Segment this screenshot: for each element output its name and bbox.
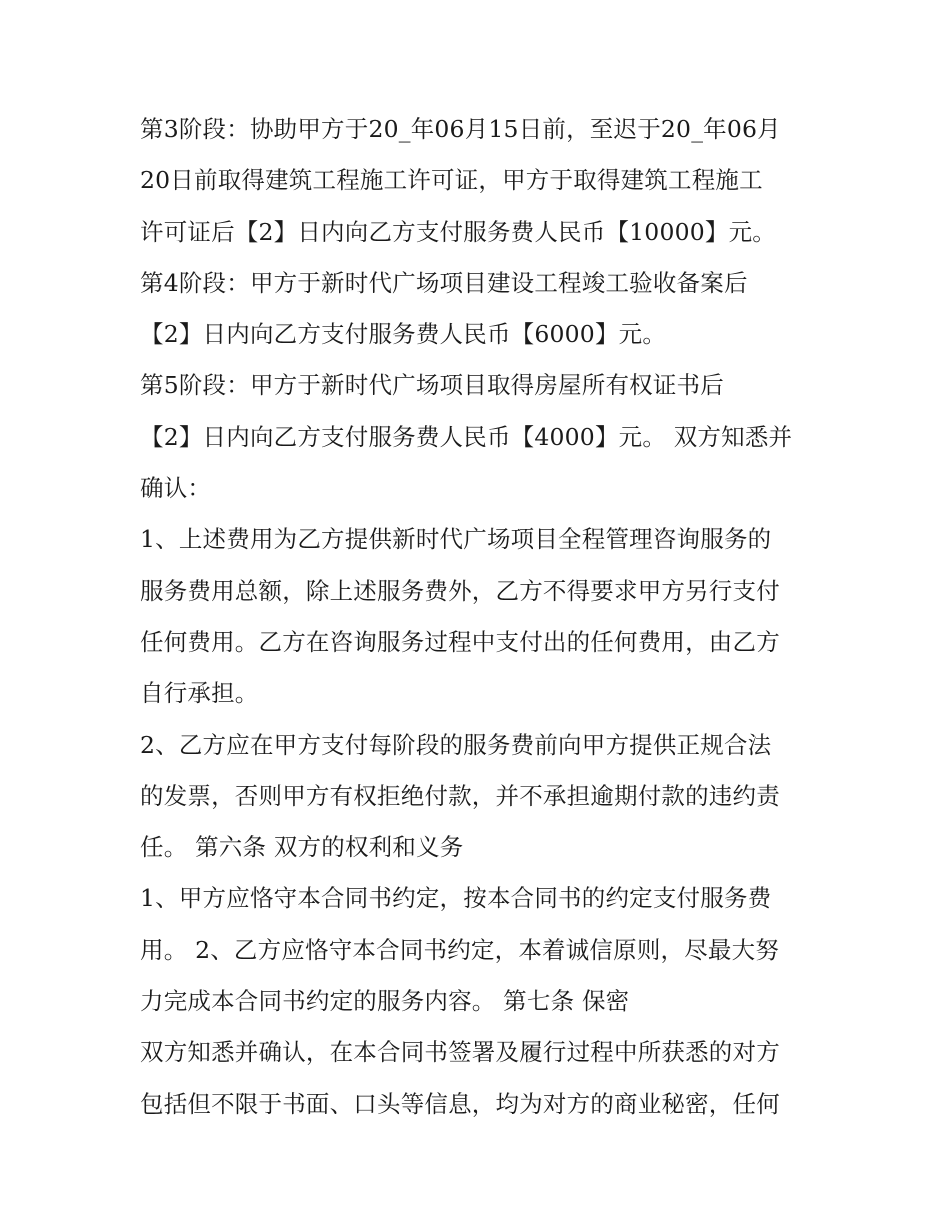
text-line: 用。 2、乙方应恪守本合同书约定，本着诚信原则，尽最大努	[140, 935, 780, 964]
text-line: 1、甲方应恪守本合同书约定，按本合同书的约定支付服务费	[140, 884, 772, 913]
text-line: 任。 第六条 双方的权利和义务	[140, 833, 464, 862]
contract-text	[140, 104, 820, 1130]
text-line: 服务费用总额，除上述服务费外，乙方不得要求甲方另行支付	[140, 576, 780, 605]
text-line: 确认：	[140, 474, 212, 503]
text-line: 包括但不限于书面、口头等信息，均为对方的商业秘密，任何	[140, 1089, 780, 1118]
text-line: 任何费用。乙方在咨询服务过程中支付出的任何费用，由乙方	[140, 627, 780, 656]
text-line: 20日前取得建筑工程施工许可证，甲方于取得建筑工程施工	[140, 166, 763, 195]
text-line: 1、上述费用为乙方提供新时代广场项目全程管理咨询服务的	[140, 525, 772, 554]
text-line: 2、乙方应在甲方支付每阶段的服务费前向甲方提供正规合法	[140, 730, 772, 759]
text-line: 许可证后【2】日内向乙方支付服务费人民币【10000】元。	[140, 217, 777, 246]
text-line: 第4阶段：甲方于新时代广场项目建设工程竣工验收备案后	[140, 268, 748, 297]
text-line: 力完成本合同书约定的服务内容。 第七条 保密	[140, 987, 630, 1016]
text-line: 第5阶段：甲方于新时代广场项目取得房屋所有权证书后	[140, 371, 724, 400]
text-line: 【2】日内向乙方支付服务费人民币【6000】元。	[140, 320, 667, 349]
text-line: 的发票，否则甲方有权拒绝付款，并不承担逾期付款的违约责	[140, 781, 780, 810]
text-line: 自行承担。	[140, 679, 259, 708]
text-line: 第3阶段：协助甲方于20_年06月15日前，至迟于20_年06月	[140, 115, 781, 143]
text-line: 【2】日内向乙方支付服务费人民币【4000】元。 双方知悉并	[140, 422, 793, 451]
text-line: 双方知悉并确认，在本合同书签署及履行过程中所获悉的对方	[140, 1038, 780, 1067]
